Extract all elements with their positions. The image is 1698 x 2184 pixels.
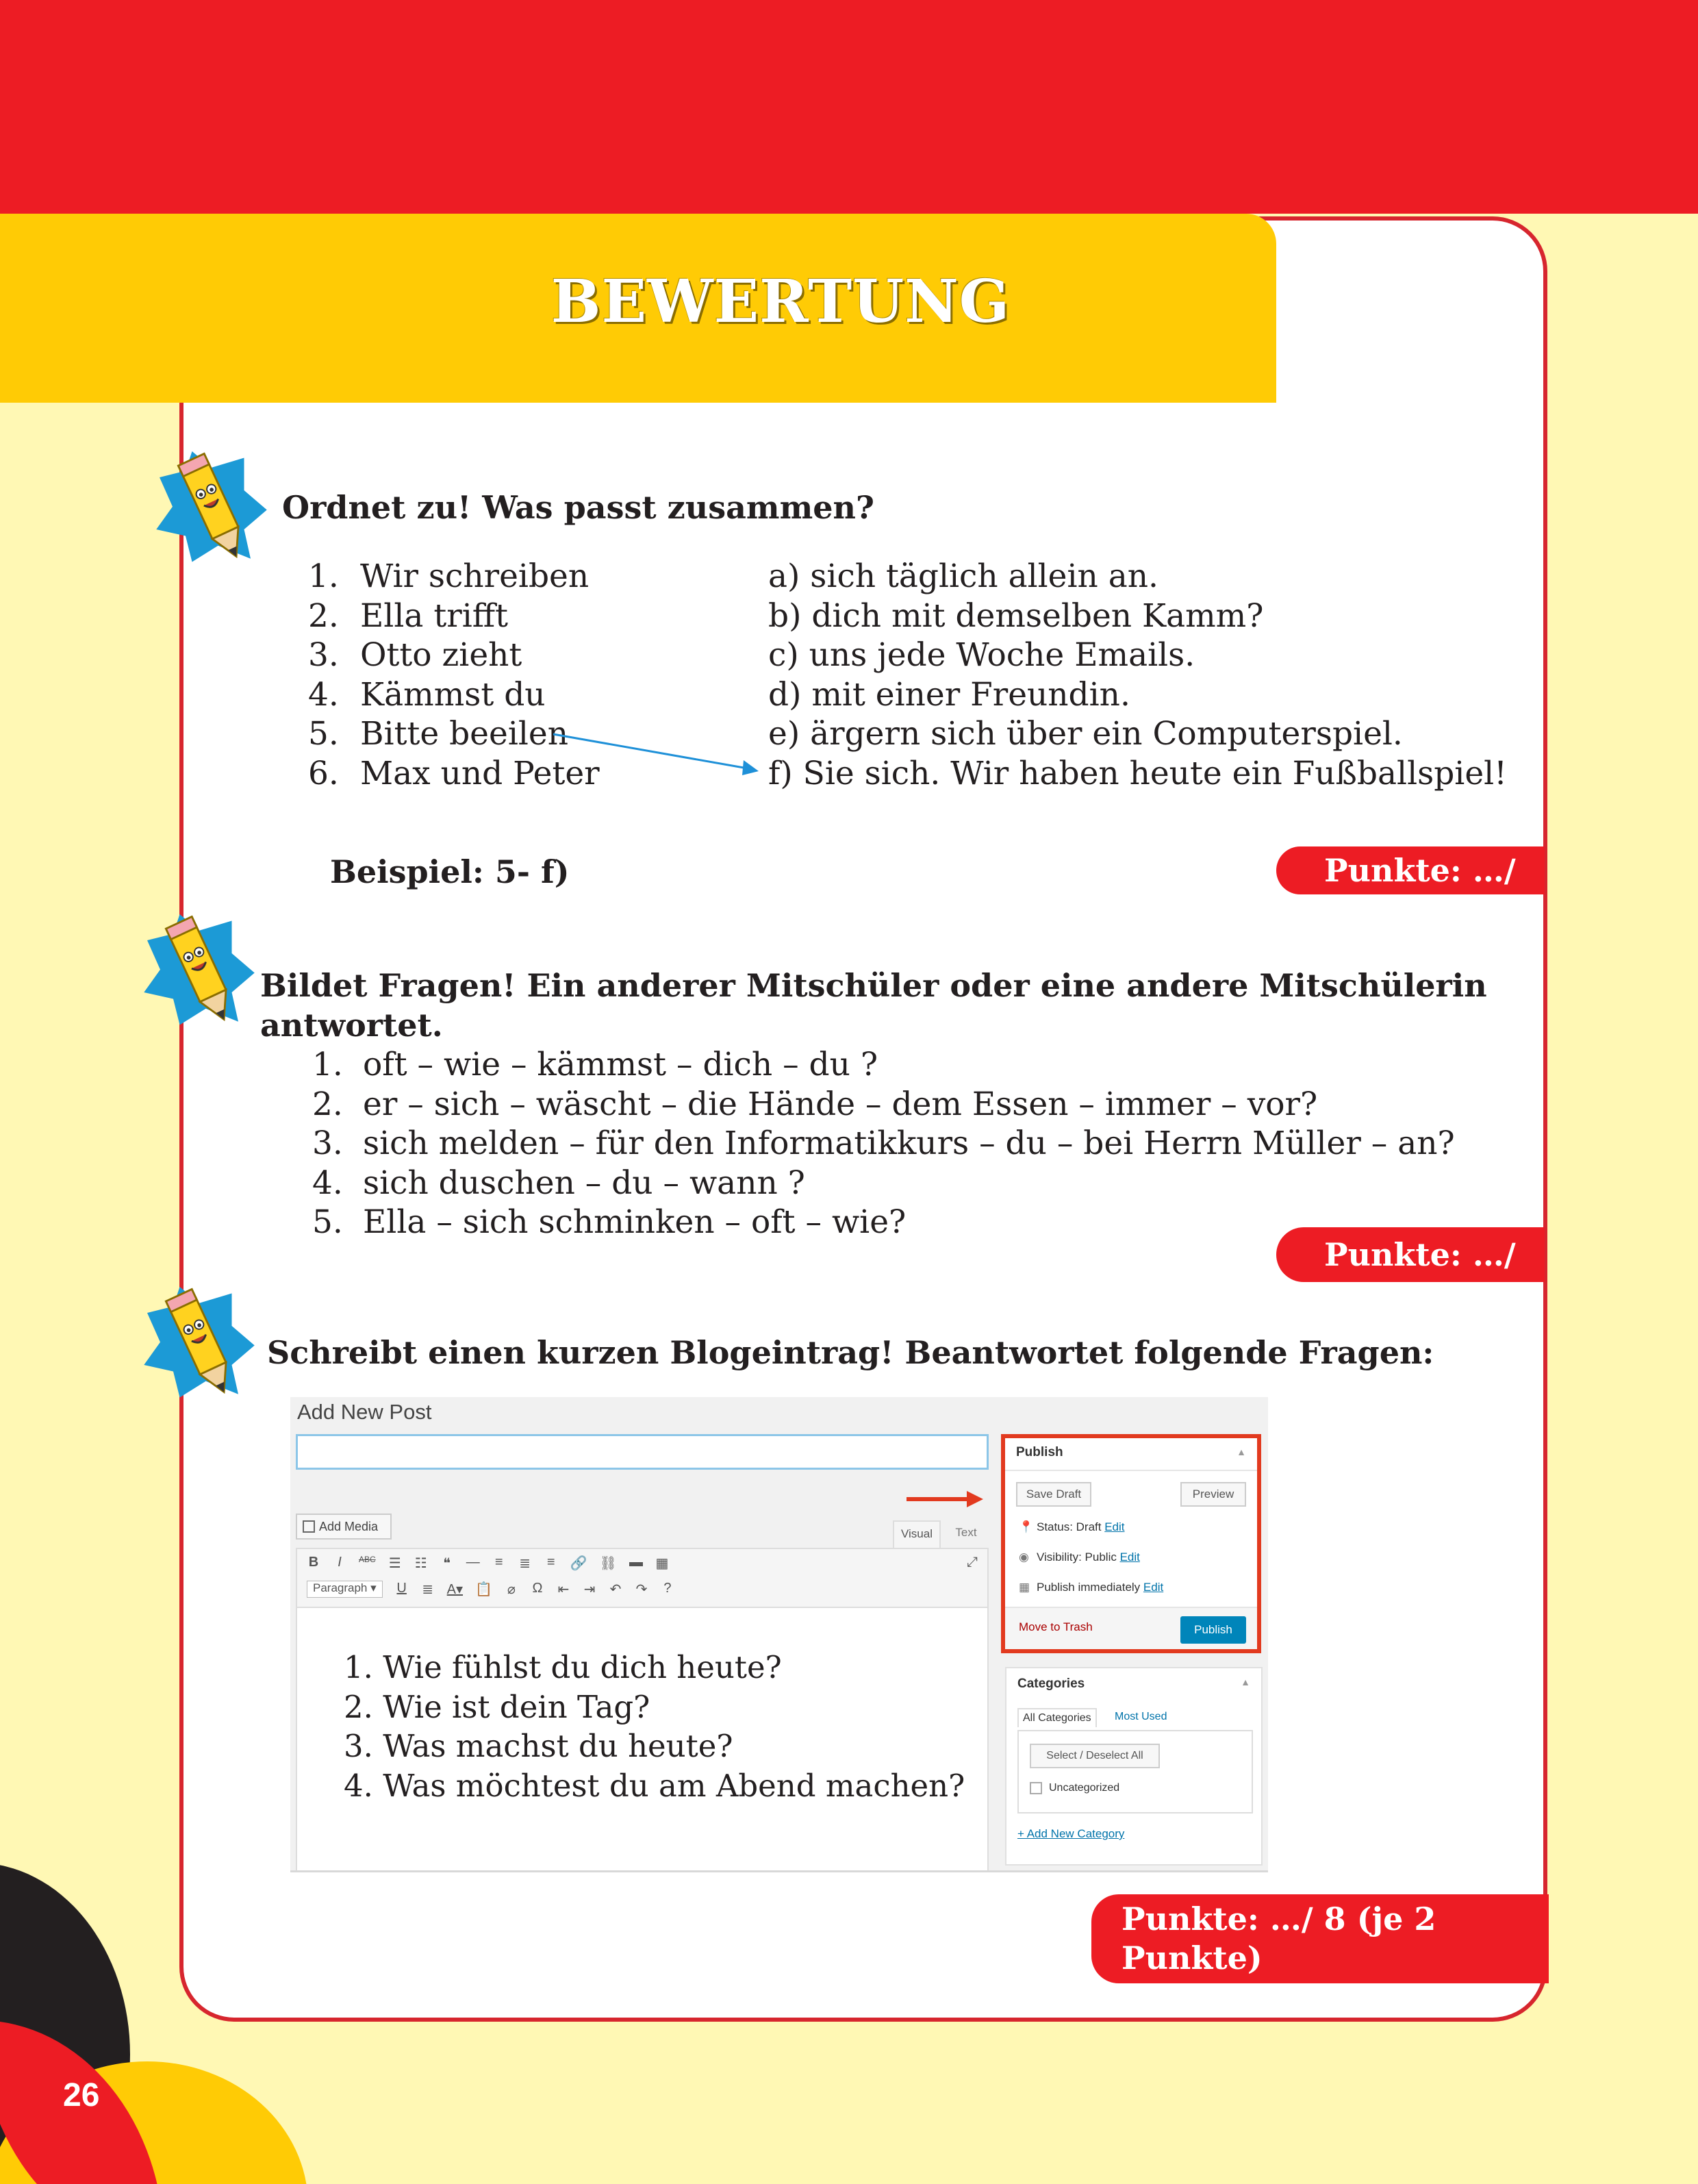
item-text: Ella trifft	[360, 597, 508, 635]
read-more-icon[interactable]: ▬	[629, 1555, 643, 1570]
red-arrow-icon	[907, 1489, 989, 1509]
task1-example: Beispiel: 5- f)	[330, 853, 570, 890]
list-item	[308, 636, 600, 675]
checkbox[interactable]	[1030, 1782, 1042, 1794]
strikethrough-icon[interactable]: ABC	[359, 1555, 376, 1564]
divider	[1005, 1470, 1257, 1471]
post-title-input[interactable]	[296, 1434, 989, 1470]
outdent-icon[interactable]: ⇤	[557, 1582, 570, 1597]
item-text: Otto zieht	[360, 636, 522, 674]
text-color-icon[interactable]: A▾	[446, 1582, 464, 1597]
categories-panel	[1005, 1667, 1263, 1866]
instruction-line: Bildet Fragen! Ein anderer Mitschüler oder eine andere Mitschülerin	[260, 967, 1487, 1004]
editor-toolbar	[296, 1548, 989, 1608]
visibility-label: Visibility: Public	[1037, 1551, 1117, 1564]
indent-icon[interactable]: ⇥	[583, 1582, 596, 1597]
example-arrow-icon	[548, 726, 767, 781]
item-number: 3.	[312, 1125, 343, 1162]
item-text: oft – wie – kämmst – dich – du ?	[363, 1046, 878, 1083]
move-to-trash-link[interactable]: Move to Trash	[1019, 1620, 1093, 1633]
align-right-icon[interactable]: ≡	[546, 1555, 555, 1570]
media-icon	[303, 1520, 315, 1533]
top-red-band	[0, 0, 1698, 214]
task2-instruction	[260, 966, 1487, 1045]
list-item: 3. Was machst du heute?	[344, 1728, 733, 1764]
list-item	[312, 1045, 1455, 1085]
item-text: sich duschen – du – wann ?	[363, 1164, 805, 1202]
paragraph-select-label: Paragraph	[313, 1581, 368, 1594]
points-line: Punkte: …/ 8 (je 2 Punkte)	[1122, 1900, 1436, 1976]
collapse-caret-icon[interactable]: ▲	[1241, 1677, 1250, 1687]
bullet-list-icon[interactable]: ☰	[388, 1556, 401, 1571]
task2-question-list	[312, 1045, 1455, 1242]
tab-most-used[interactable]: Most Used	[1115, 1711, 1167, 1722]
status-label: Status: Draft	[1037, 1520, 1102, 1533]
toolbar-toggle-icon[interactable]: ▦	[655, 1556, 669, 1571]
item-number: 1.	[312, 1046, 343, 1083]
list-item	[312, 1124, 1455, 1164]
status-edit-link[interactable]: Edit	[1104, 1520, 1125, 1533]
task1-instruction: Ordnet zu! Was passt zusammen?	[282, 489, 874, 526]
editor-heading: Add New Post	[297, 1400, 432, 1424]
categories-heading: Categories	[1017, 1677, 1085, 1691]
list-item: b) dich mit demselben Kamm?	[768, 597, 1264, 635]
italic-icon[interactable]: I	[338, 1555, 342, 1570]
tab-visual[interactable]: Visual	[893, 1520, 941, 1548]
uncategorized-label: Uncategorized	[1049, 1782, 1120, 1794]
visibility-line	[1019, 1551, 1140, 1564]
numbered-list-icon[interactable]: ☷	[414, 1556, 427, 1571]
item-number: 4.	[308, 675, 339, 714]
schedule-label: Publish immediately	[1037, 1581, 1141, 1594]
underline-icon[interactable]: U	[396, 1581, 407, 1596]
toolbar-row-1	[307, 1555, 669, 1572]
publish-footer	[1005, 1607, 1257, 1649]
list-item: a) sich täglich allein an.	[768, 557, 1158, 595]
toolbar-row-2	[307, 1581, 674, 1598]
add-media-button[interactable]	[296, 1514, 392, 1540]
item-text: Ella – sich schminken – oft – wie?	[363, 1203, 907, 1241]
item-number: 6.	[308, 754, 339, 792]
task1-points-badge: Punkte: …/ 5	[1276, 846, 1545, 894]
list-item	[308, 597, 600, 636]
item-number: 5.	[312, 1203, 343, 1241]
item-text: Kämmst du	[360, 675, 546, 714]
category-list	[1017, 1730, 1253, 1813]
link-icon[interactable]: 🔗	[570, 1556, 587, 1571]
schedule-edit-link[interactable]: Edit	[1143, 1581, 1164, 1594]
publish-heading: Publish	[1016, 1445, 1063, 1459]
fullscreen-icon[interactable]: ⤢	[967, 1555, 978, 1570]
task1-right-list	[768, 557, 1507, 793]
task3-points-badge	[1091, 1894, 1549, 2016]
pencil-mascot-icon	[147, 438, 277, 568]
pin-icon: 📍	[1019, 1520, 1034, 1533]
blockquote-icon[interactable]: ❝	[443, 1556, 451, 1571]
pencil-mascot-icon	[134, 1274, 264, 1404]
list-item: e) ärgern sich über ein Computerspiel.	[768, 715, 1403, 753]
list-item: f) Sie sich. Wir haben heute ein Fußballspiel!	[768, 754, 1508, 792]
item-text: er – sich – wäscht – die Hände – dem Essen – immer – vor?	[363, 1085, 1318, 1123]
horizontal-line-icon[interactable]: —	[466, 1555, 480, 1570]
total-points-line: Insgesamt…/ 18	[1122, 1979, 1403, 2016]
paragraph-select[interactable]: Paragraph ▾	[307, 1581, 383, 1598]
calendar-icon: ▦	[1019, 1581, 1030, 1594]
list-item: 2. Wie ist dein Tag?	[344, 1688, 650, 1725]
item-text: Wir schreiben	[360, 557, 590, 595]
item-number: 1.	[308, 557, 339, 595]
uncategorized-option[interactable]	[1030, 1782, 1119, 1794]
add-new-category-link[interactable]: + Add New Category	[1017, 1827, 1125, 1840]
status-line	[1019, 1520, 1125, 1534]
item-number: 4.	[312, 1164, 343, 1202]
justify-icon[interactable]: ≣	[422, 1582, 434, 1597]
task3-instruction: Schreibt einen kurzen Blogeintrag! Beantwortet folgende Fragen:	[267, 1334, 1434, 1371]
tab-all-categories[interactable]: All Categories	[1017, 1708, 1097, 1727]
list-item	[308, 557, 600, 597]
post-content-editor[interactable]	[296, 1608, 989, 1872]
publish-button[interactable]: Publish	[1180, 1616, 1246, 1644]
visibility-edit-link[interactable]: Edit	[1119, 1551, 1140, 1564]
page-title: BEWERTUNG	[550, 267, 1011, 336]
list-item: 4. Was möchtest du am Abend machen?	[344, 1767, 965, 1804]
schedule-line	[1019, 1581, 1163, 1594]
list-item: c) uns jede Woche Emails.	[768, 636, 1195, 674]
page-number: 26	[63, 2077, 100, 2113]
item-number: 2.	[308, 597, 339, 635]
task2-points-badge: Punkte: …/ 5	[1276, 1227, 1545, 1282]
align-center-icon[interactable]: ≣	[519, 1556, 531, 1571]
item-number: 2.	[312, 1085, 343, 1123]
paste-text-icon[interactable]: 📋	[475, 1582, 492, 1597]
eye-icon: ◉	[1019, 1551, 1029, 1564]
publish-panel	[1001, 1434, 1261, 1653]
unlink-icon[interactable]: ⛓	[599, 1556, 617, 1571]
list-item: 1. Wie fühlst du dich heute?	[344, 1649, 782, 1685]
item-text: sich melden – für den Informatikkurs – du – bei Herrn Müller – an?	[363, 1125, 1455, 1162]
instruction-line: antwortet.	[260, 1007, 443, 1044]
pencil-mascot-icon	[134, 901, 264, 1031]
bold-icon[interactable]: B	[308, 1555, 319, 1570]
list-item: d) mit einer Freundin.	[768, 675, 1130, 714]
item-text: Max und Peter	[360, 754, 600, 792]
item-number: 3.	[308, 636, 339, 674]
list-item	[308, 675, 600, 715]
list-item	[312, 1164, 1455, 1203]
align-left-icon[interactable]: ≡	[494, 1555, 503, 1570]
redo-icon[interactable]: ↷	[635, 1582, 648, 1597]
help-icon[interactable]: ?	[663, 1581, 672, 1596]
preview-button[interactable]: Preview	[1180, 1482, 1246, 1507]
save-draft-button[interactable]: Save Draft	[1016, 1482, 1091, 1507]
blog-editor-screenshot	[290, 1397, 1268, 1872]
collapse-caret-icon[interactable]: ▲	[1237, 1446, 1246, 1457]
undo-icon[interactable]: ↶	[609, 1582, 622, 1597]
select-deselect-all-button[interactable]: Select / Deselect All	[1030, 1744, 1160, 1768]
item-text: Bitte beeilen	[360, 715, 568, 753]
add-media-label: Add Media	[319, 1520, 379, 1533]
blog-question-list	[344, 1648, 965, 1805]
clear-format-icon[interactable]: ⌀	[507, 1582, 516, 1597]
item-number: 5.	[308, 715, 339, 753]
special-char-icon[interactable]: Ω	[532, 1581, 543, 1596]
list-item	[312, 1085, 1455, 1125]
tab-text[interactable]: Text	[955, 1526, 977, 1539]
